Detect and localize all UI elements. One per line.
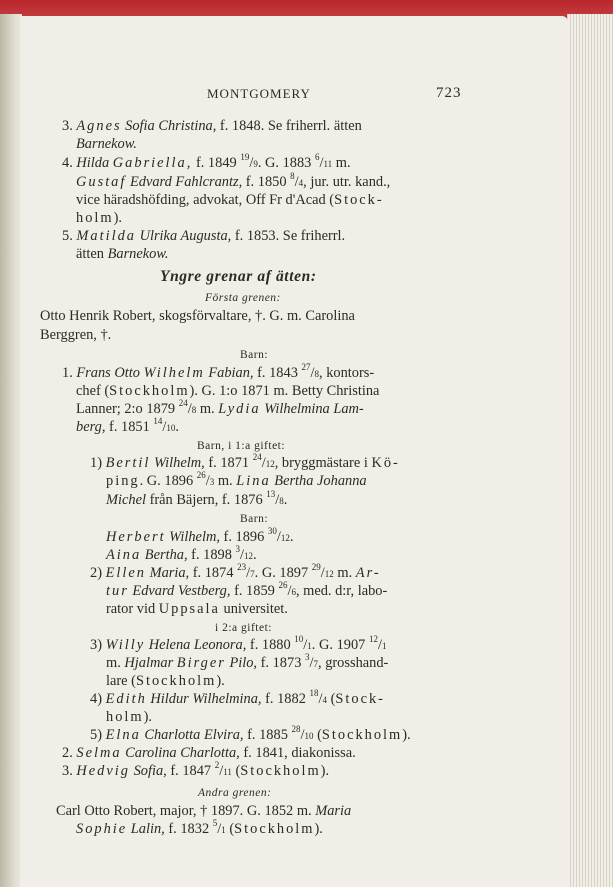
text-run: 3	[209, 477, 215, 487]
text-run: /	[162, 419, 167, 435]
text-run: Maria	[315, 803, 352, 819]
text-run: Stock-	[334, 192, 384, 208]
text-run: Maria,	[149, 565, 190, 581]
text-run: (	[231, 763, 241, 779]
text-run: . G. 1896	[139, 473, 197, 489]
text-run: Wilhelmina Lam-	[264, 401, 364, 417]
text-line	[106, 526, 294, 545]
text-line	[205, 289, 281, 306]
text-run: Elna	[105, 727, 141, 743]
text-line	[76, 136, 137, 152]
text-line	[62, 228, 345, 244]
text-run: Hjalmar	[124, 655, 174, 671]
text-run: holm	[76, 210, 114, 226]
text-run: 6	[291, 587, 296, 597]
text-run: Gustaf	[76, 174, 127, 190]
text-run: Barn:	[240, 513, 269, 525]
text-run: 8	[191, 405, 197, 415]
text-run: 28	[291, 724, 301, 734]
text-line	[40, 308, 355, 324]
text-run: m.	[332, 155, 351, 171]
text-run: Wilhelm,	[153, 455, 205, 471]
text-run: 1	[381, 641, 387, 651]
text-run: 8	[290, 171, 295, 181]
text-run: 10	[166, 423, 176, 433]
text-run: ätten	[76, 246, 108, 262]
text-run: f. 1832	[164, 821, 213, 837]
text-run: 11	[223, 767, 232, 777]
text-run: 1	[221, 825, 226, 835]
text-run: Barnekow.	[76, 136, 137, 152]
text-run: f. 1853. Se friherrl.	[231, 228, 346, 244]
text-run: Helena Leonora,	[148, 637, 247, 653]
text-run: Stockholm	[240, 763, 321, 779]
text-run: ).	[402, 727, 411, 743]
text-run: 3.	[62, 118, 77, 134]
text-run: (	[313, 727, 322, 743]
text-line	[62, 760, 330, 779]
text-run: , bryggmästare i	[274, 455, 372, 471]
text-run: Bertil	[105, 455, 151, 471]
text-run: 6	[314, 152, 320, 162]
text-run: Agnes	[76, 118, 122, 134]
text-run: f. 1847	[166, 763, 215, 779]
text-run: 8	[314, 369, 319, 379]
text-run: Pilo,	[229, 655, 258, 671]
text-run: holm	[106, 709, 144, 725]
text-run: 12	[265, 459, 275, 469]
text-run: /	[246, 565, 251, 581]
text-line	[197, 437, 285, 454]
text-run: f. 1880	[246, 637, 295, 653]
text-run: . G. 1907	[311, 637, 369, 653]
text-run: Barn:	[240, 349, 269, 361]
text-run: vice häradshöfding, advokat, Off Fr d'Acad (	[76, 192, 335, 208]
book-gutter	[0, 14, 22, 887]
text-run: /	[217, 821, 222, 837]
text-line	[106, 544, 257, 563]
text-run: Lydia	[218, 401, 261, 417]
text-run: f. 1841, diakonissa.	[239, 745, 356, 761]
text-line	[106, 601, 288, 617]
text-line	[76, 192, 384, 208]
text-run: Ulrika Augusta,	[135, 228, 232, 244]
text-run: 13	[266, 489, 276, 499]
text-run: . G. 1883	[257, 155, 315, 171]
text-line	[90, 688, 385, 707]
text-run: 1)	[90, 455, 106, 471]
text-run: /	[287, 583, 292, 599]
text-line	[198, 784, 271, 801]
text-line	[106, 580, 388, 599]
text-line	[76, 818, 323, 837]
text-run: 24	[252, 452, 262, 462]
text-line	[40, 327, 111, 343]
text-run: ).	[314, 821, 323, 837]
text-run: f. 1850	[242, 174, 291, 190]
text-run: 3	[305, 652, 310, 662]
text-run: /	[303, 637, 308, 653]
text-run: (	[225, 821, 235, 837]
text-run: /	[318, 691, 323, 707]
text-run: /	[300, 727, 305, 743]
text-run: , med. d:r, labo-	[295, 583, 388, 599]
text-line	[106, 470, 367, 489]
text-run: i 2:a giftet:	[215, 622, 272, 634]
text-line	[62, 362, 375, 381]
text-run: Gabriella,	[112, 155, 193, 171]
text-run: f. 1871	[204, 455, 253, 471]
text-run: Hedvig	[76, 763, 130, 779]
text-run: Frans Otto	[76, 365, 140, 381]
text-run: 14	[153, 416, 163, 426]
text-run: /	[294, 174, 299, 190]
text-run: Stockholm	[109, 383, 190, 399]
text-run: f. 1851	[105, 419, 154, 435]
text-run: 4	[322, 695, 327, 705]
text-line	[90, 562, 381, 581]
text-run: Barn, i 1:a giftet:	[197, 440, 286, 452]
text-run: 2	[214, 760, 220, 770]
text-run: universitet.	[219, 601, 288, 617]
text-run: 1.	[62, 365, 77, 381]
text-line	[90, 724, 411, 743]
text-run: 30	[267, 526, 277, 536]
text-run: 10	[304, 731, 314, 741]
text-run: Aina	[106, 547, 142, 563]
text-run: ).	[143, 709, 152, 725]
text-run: 27	[301, 362, 311, 372]
text-run: /	[320, 565, 325, 581]
page-number: 723	[436, 85, 462, 101]
text-run: 24	[178, 398, 188, 408]
text-run: Yngre grenar af ätten:	[160, 268, 317, 285]
text-run: 12	[324, 569, 334, 579]
text-run: f. 1843	[253, 365, 302, 381]
text-line	[76, 383, 379, 399]
text-run: 3.	[62, 763, 77, 779]
text-line	[62, 745, 356, 761]
text-run: 12	[368, 634, 378, 644]
text-line	[76, 210, 122, 226]
text-run: Hildur Wilhelmina,	[150, 691, 262, 707]
running-header-title: MONTGOMERY	[207, 86, 311, 101]
text-run: (	[327, 691, 336, 707]
text-line	[90, 452, 400, 471]
text-run: 5.	[62, 228, 77, 244]
text-run: Bertha,	[144, 547, 188, 563]
text-line	[215, 619, 272, 636]
page-edges	[567, 14, 613, 887]
text-run: /	[319, 155, 324, 171]
text-run: Andra grenen:	[198, 787, 272, 799]
text-line	[106, 652, 389, 671]
text-run: f. 1859	[230, 583, 279, 599]
text-run: .	[175, 419, 180, 435]
text-run: , kontors-	[319, 365, 375, 381]
text-run: 2)	[90, 565, 106, 581]
text-run: Ar-	[355, 565, 381, 581]
text-run: 26	[196, 470, 206, 480]
text-run: f. 1896	[219, 529, 268, 545]
text-run: f. 1882	[261, 691, 310, 707]
text-run: Edvard Vestberg,	[132, 583, 231, 599]
text-run: lare (	[106, 673, 136, 689]
text-run: , grosshand-	[318, 655, 389, 671]
text-run: 26	[278, 580, 288, 590]
text-run: 2.	[62, 745, 77, 761]
text-run: 29	[311, 562, 321, 572]
text-run: /	[249, 155, 254, 171]
text-run: ping	[106, 473, 140, 489]
text-run: Herbert	[106, 529, 166, 545]
text-run: Barnekow.	[107, 246, 169, 262]
text-line	[62, 152, 351, 171]
text-run: Otto Henrik Robert, skogsförvaltare, †. G. m. Carolina	[40, 308, 355, 324]
text-run: Sofia,	[133, 763, 167, 779]
text-run: /	[377, 637, 382, 653]
text-run: Hilda	[76, 155, 110, 171]
text-run: m.	[333, 565, 356, 581]
text-run: Uppsala	[158, 601, 220, 617]
text-run: 18	[309, 688, 319, 698]
text-run: Stockholm	[234, 821, 315, 837]
text-run: Sophie	[76, 821, 128, 837]
text-line	[76, 416, 180, 435]
text-run: ).	[113, 210, 122, 226]
text-line	[106, 673, 225, 689]
text-run: 19	[240, 152, 250, 162]
text-line	[106, 489, 288, 508]
text-run: tur	[106, 583, 129, 599]
text-run: /	[240, 547, 245, 563]
text-run: Stockholm	[321, 727, 403, 743]
text-run: Birger	[176, 655, 226, 671]
text-run: 3)	[90, 637, 106, 653]
text-run: Bertha Johanna	[274, 473, 367, 489]
text-run: m.	[196, 401, 219, 417]
text-run: f. 1898	[187, 547, 236, 563]
text-run: Sofia Christina,	[121, 118, 217, 134]
text-run: 7	[250, 569, 255, 579]
text-run: f. 1849	[192, 155, 241, 171]
text-run: Edith	[105, 691, 147, 707]
text-run: f. 1873	[257, 655, 305, 671]
text-run: 5	[212, 818, 218, 828]
text-run: Stockholm	[135, 673, 217, 689]
text-run: 4.	[62, 155, 77, 171]
text-run: m.	[214, 473, 237, 489]
text-run: från Bäjern, f. 1876	[145, 492, 267, 508]
text-run: 9	[253, 159, 258, 169]
text-line	[76, 246, 168, 262]
text-run: /	[205, 473, 210, 489]
text-run: rator vid	[106, 601, 159, 617]
text-run: Wilhelm,	[169, 529, 220, 545]
text-run: Michel	[106, 492, 146, 508]
text-run: 8	[279, 496, 284, 506]
book-page	[20, 16, 568, 887]
text-line	[76, 171, 391, 190]
text-run: ).	[216, 673, 225, 689]
text-run: Lalin,	[130, 821, 165, 837]
text-line	[90, 634, 387, 653]
text-line	[76, 398, 364, 417]
text-run: Charlotta Elvira,	[144, 727, 244, 743]
text-run: Willy	[105, 637, 146, 653]
text-run: Carolina Charlotta,	[125, 745, 240, 761]
text-run: f. 1885	[243, 727, 292, 743]
text-run: Matilda	[76, 228, 136, 244]
text-run: 7	[313, 659, 318, 669]
text-run: .	[283, 492, 288, 508]
text-run: /	[261, 455, 266, 471]
text-run: Selma	[76, 745, 122, 761]
text-run: .	[289, 529, 294, 545]
text-run: f. 1874	[189, 565, 238, 581]
text-line	[160, 269, 317, 285]
text-run: /	[276, 529, 281, 545]
text-run: 12	[244, 551, 254, 561]
text-run: . G. 1897	[254, 565, 312, 581]
text-line	[62, 118, 362, 134]
text-run: Berggren, †.	[40, 327, 112, 343]
text-run: Ellen	[105, 565, 146, 581]
text-run: m.	[106, 655, 125, 671]
text-line	[240, 510, 268, 527]
text-run: /	[309, 655, 314, 671]
text-run: 10	[294, 634, 304, 644]
text-run: /	[187, 401, 192, 417]
text-run: f. 1848. Se friherrl. ätten	[216, 118, 362, 134]
text-run: 23	[237, 562, 247, 572]
text-run: Fabian,	[208, 365, 254, 381]
text-run: ). G. 1:o 1871 m. Betty Christina	[189, 383, 380, 399]
text-run: /	[219, 763, 224, 779]
text-run: /	[275, 492, 280, 508]
text-run: chef (	[76, 383, 110, 399]
text-run: , jur. utr. kand.,	[303, 174, 391, 190]
text-run: 4	[298, 178, 304, 188]
text-run: 5)	[90, 727, 106, 743]
text-run: Lina	[236, 473, 271, 489]
text-run: 12	[280, 533, 290, 543]
text-run: 3	[235, 544, 241, 554]
text-run: 1	[307, 641, 312, 651]
text-run: Första grenen:	[205, 292, 281, 304]
text-run: Stock-	[335, 691, 385, 707]
text-run: Kö-	[371, 455, 400, 471]
text-run: 4)	[90, 691, 106, 707]
text-run: berg,	[76, 419, 106, 435]
text-line	[56, 803, 351, 819]
text-run: .	[253, 547, 257, 563]
text-run: Wilhelm	[143, 365, 205, 381]
text-line	[106, 709, 152, 725]
text-run: Edvard Fahlcrantz,	[126, 174, 243, 190]
text-run: Lanner; 2:o 1879	[76, 401, 179, 417]
text-run: Carl Otto Robert, major, † 1897. G. 1852 m.	[56, 803, 316, 819]
text-run: 11	[323, 159, 333, 169]
text-run: ).	[320, 763, 330, 779]
text-line	[240, 346, 268, 363]
text-run: /	[310, 365, 315, 381]
